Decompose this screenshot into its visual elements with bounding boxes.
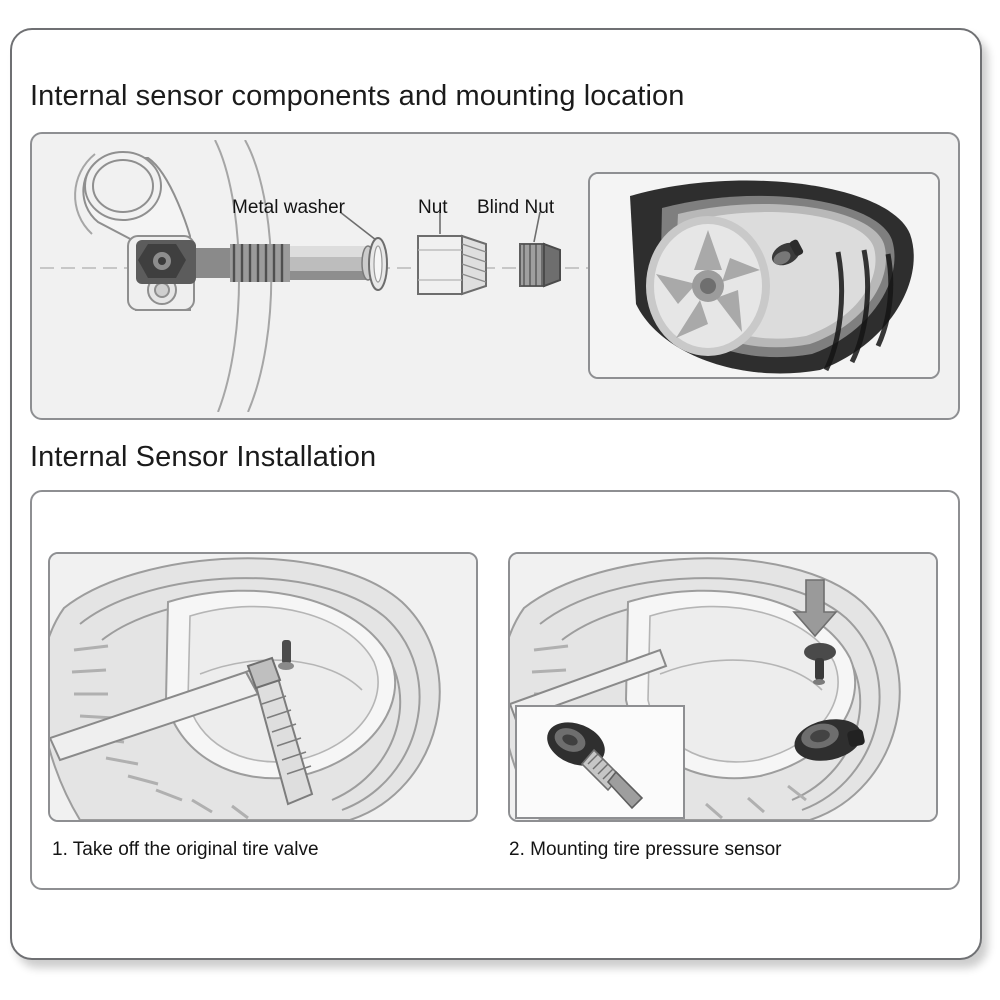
step-2-caption: 2. Mounting tire pressure sensor [509, 839, 782, 860]
step-1-caption: 1. Take off the original tire valve [52, 839, 319, 860]
step-1-illustration [48, 552, 478, 822]
label-metal-washer: Metal washer [232, 197, 345, 218]
step-1-artwork [50, 554, 476, 820]
label-blind-nut: Blind Nut [477, 197, 555, 218]
section-title-installation: Internal Sensor Installation [30, 441, 377, 473]
label-nut: Nut [418, 197, 448, 218]
step-2-artwork [510, 554, 936, 820]
section-title-components: Internal sensor components and mounting location [30, 80, 685, 112]
alloy-wheel-illustration [590, 174, 938, 377]
step-2-illustration [508, 552, 938, 822]
wheel-photo-inset [588, 172, 940, 379]
